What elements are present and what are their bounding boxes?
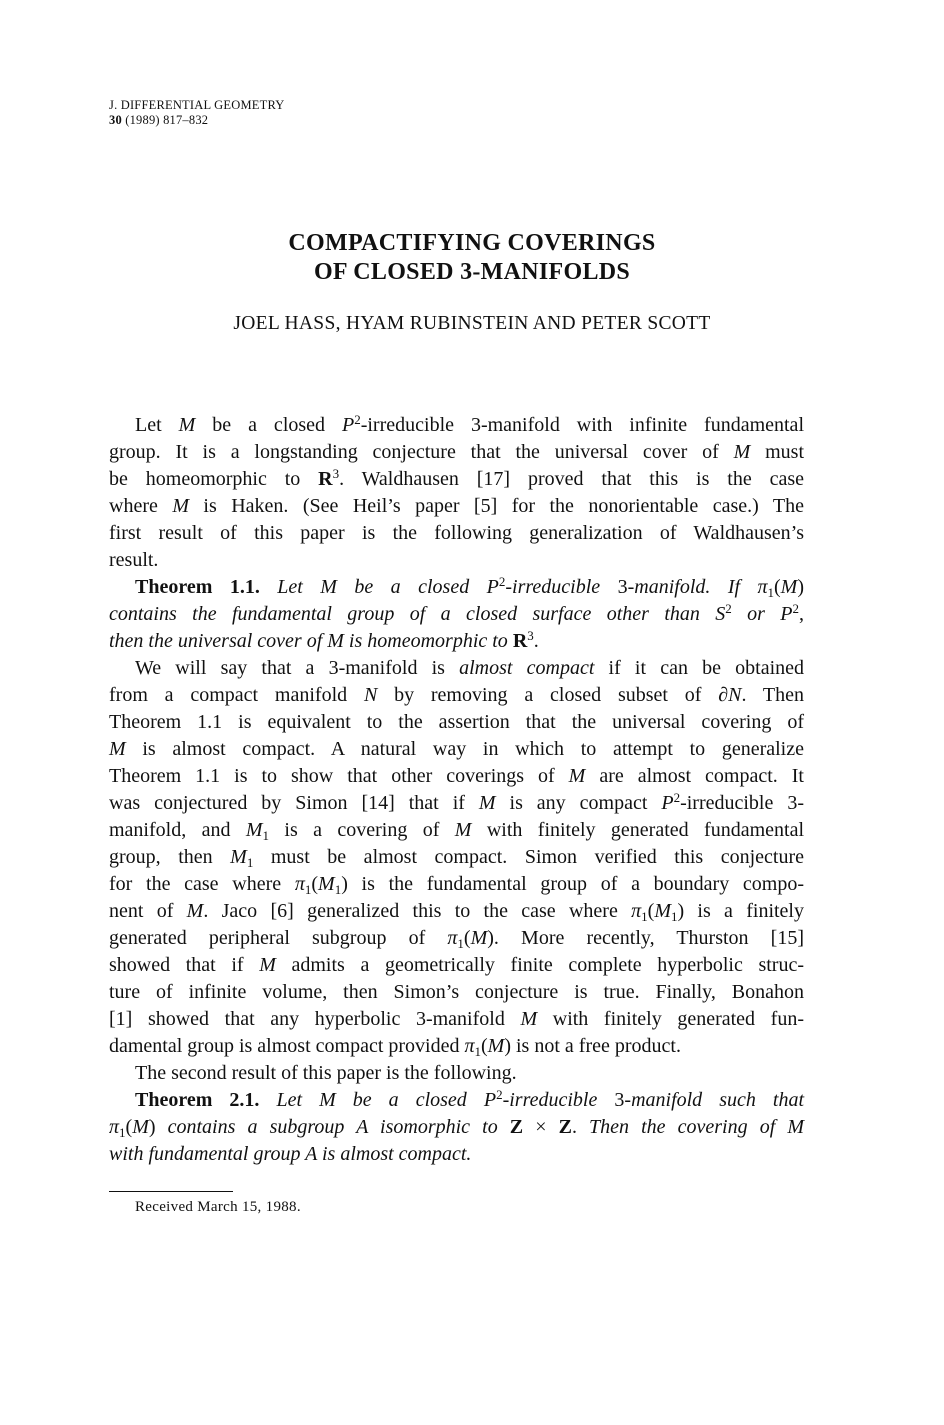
body-line: nent of M. Jaco [6] generalized this to the case where $\pi_1(M_1)$ is a finitely [109,900,804,924]
body-line: then the universal cover of M is homeomorphic to $R^3$. [109,628,539,652]
journal-header [109,98,285,128]
body-line: from a compact manifold N by removing a closed subset of ∂N. Then [109,684,804,706]
body-line: Theorem 1.1 is to show that other coverings of M are almost compact. It [109,765,804,787]
body-line: be homeomorphic to $R^3$. Waldhausen [17] proved that this is the case [109,466,804,490]
journal-volume: 30 [109,113,122,127]
body-line: $\pi_1(M)$ contains a subgroup A isomorphic to Z × Z. Then the covering of M [109,1116,804,1140]
journal-volume-line [109,113,285,128]
body-line: We will say that a 3-manifold is almost compact if it can be obtained [135,657,805,679]
body-line: for the case where $\pi_1(M_1)$ is the fundamental group of a boundary compo- [109,873,804,897]
paper-title-line2: OF CLOSED 3-MANIFOLDS [313,259,631,285]
theorem-2-1: Theorem 2.1. Let M be a closed $P^2$-irreducible 3-manifold such that [135,1087,805,1111]
body-line: showed that if M admits a geometrically finite complete hyperbolic struc- [109,954,805,976]
journal-name: J. DIFFERENTIAL GEOMETRY [109,98,285,112]
body-line: with fundamental group A is almost compact. [109,1143,472,1165]
body-line: was conjectured by Simon [14] that if M is any compact $P^2$-irreducible 3- [109,790,804,814]
body-line: result. [109,549,159,571]
body-line: generated peripheral subgroup of $\pi_1(M)$. More recently, Thurston [15] [109,927,804,951]
body-line: first result of this paper is the following generalization of Waldhausen’s [109,522,804,544]
body-line: The second result of this paper is the following. [135,1062,517,1084]
body-line: Theorem 1.1 is equivalent to the assertion that the universal covering of [109,711,804,733]
footnote-rule [109,1191,233,1192]
body-line: manifold, and $M_1$ is a covering of M with finitely generated fundamental [109,819,804,843]
body-line: [1] showed that any hyperbolic 3-manifold M with finitely generated fun- [109,1008,804,1030]
paper-title-line1: COMPACTIFYING COVERINGS [288,230,656,256]
paper-body [109,412,804,1168]
theorem-1-1: Theorem 1.1. Let M be a closed $P^2$-irreducible 3-manifold. If $\pi_1(M)$ [135,574,805,600]
body-line: group. It is a longstanding conjecture that the universal cover of M must [109,441,805,463]
body-line: where M is Haken. (See Heil’s paper [5] for the nonorientable case.) The [109,495,805,517]
body-line: group, then $M_1$ must be almost compact. Simon verified this conjecture [109,846,805,870]
body-line: ture of infinite volume, then Simon’s conjecture is true. Finally, Bonahon [109,981,804,1003]
received-footnote: Received March 15, 1988. [135,1199,301,1215]
journal-year-pages: (1989) 817–832 [121,113,209,127]
body-line: damental group is almost compact provided $\pi_1(M)$ is not a free product. [109,1035,681,1059]
body-line: M is almost compact. A natural way in which to attempt to generalize [109,738,804,760]
paper-authors: JOEL HASS, HYAM RUBINSTEIN AND PETER SCOTT [233,313,711,334]
body-line: contains the fundamental group of a closed surface other than $S^2$ or $P^2$, [109,601,804,625]
body-line: Let M be a closed $P^2$-irreducible 3-manifold with infinite fundamental [135,412,804,436]
